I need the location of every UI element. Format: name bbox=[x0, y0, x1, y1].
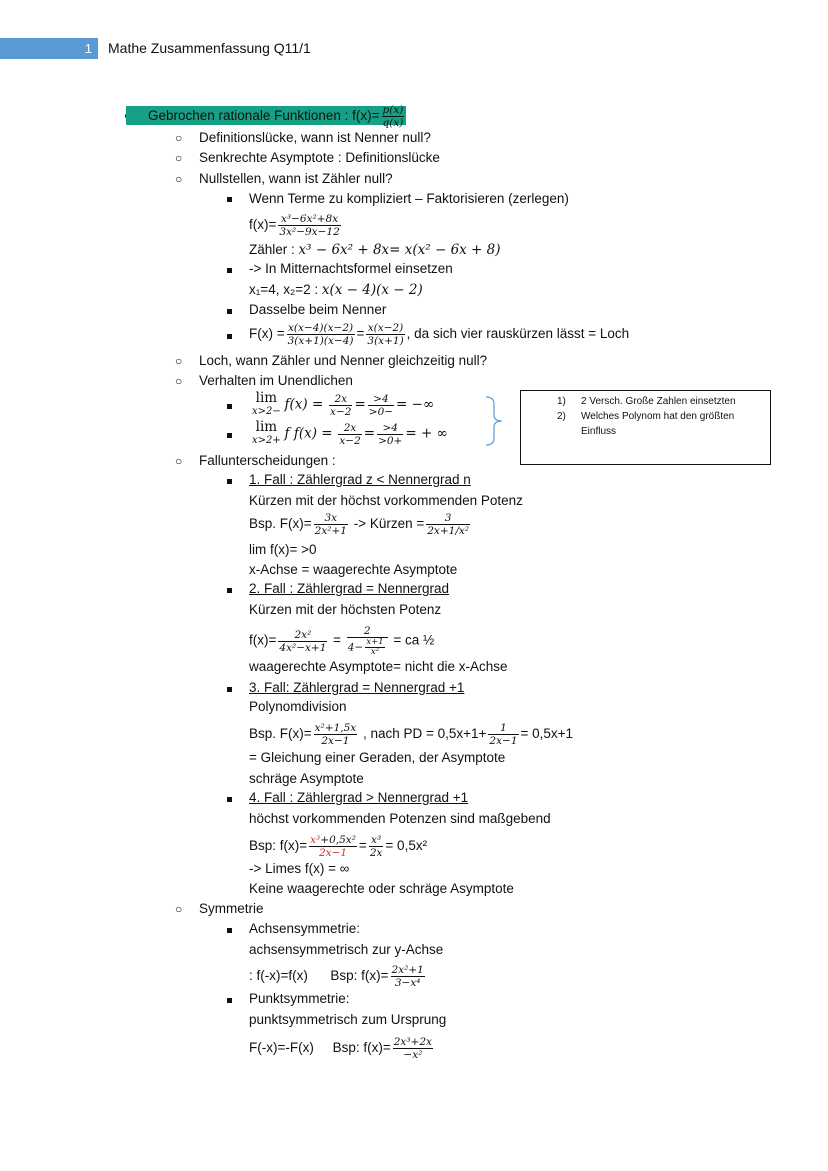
note-item-number: 1) bbox=[557, 396, 566, 407]
circle-bullet-icon: ○ bbox=[175, 902, 183, 916]
square-bullet-icon bbox=[227, 998, 232, 1003]
fall1-kuerzen: Kürzen mit der höchst vorkommenden Potenz bbox=[249, 493, 523, 508]
square-bullet-icon bbox=[227, 268, 232, 273]
circle-bullet-icon: ○ bbox=[175, 151, 183, 165]
note-box bbox=[520, 390, 771, 465]
note-item-text: Einfluss bbox=[581, 426, 617, 437]
item-nullstellen: Nullstellen, wann ist Zähler null? bbox=[199, 171, 393, 186]
item-definitionsluecke: Definitionslücke, wann ist Nenner null? bbox=[199, 130, 431, 145]
square-bullet-icon bbox=[227, 309, 232, 314]
fall2-kuerzen: Kürzen mit der höchsten Potenz bbox=[249, 602, 442, 617]
square-bullet-icon bbox=[227, 479, 232, 484]
square-bullet-icon bbox=[227, 588, 232, 593]
punkt-rule: F(-x)=-F(x) Bsp: f(x)= $\frac{\text{2x³+2x}}{\text{−x²}}$ bbox=[249, 1036, 432, 1061]
fall2-title: 2. Fall : Zählergrad = Nennergrad bbox=[249, 581, 449, 596]
item-loch: Loch, wann Zähler und Nenner gleichzeitig null? bbox=[199, 353, 488, 368]
note-item-number: 2) bbox=[557, 411, 566, 422]
circle-bullet-icon: ○ bbox=[175, 454, 183, 468]
square-bullet-icon bbox=[227, 928, 232, 933]
limit-right: lim x>2+ f f(x) = $\frac{2x}{x-2}$ = $\frac{>4}{>0+}$ = + ∞ bbox=[252, 419, 448, 447]
circle-bullet-icon: ○ bbox=[175, 354, 183, 368]
square-bullet-icon bbox=[227, 797, 232, 802]
item-fallunterscheidungen: Fallunterscheidungen : bbox=[199, 453, 336, 468]
fall4-title: 4. Fall : Zählergrad > Nennergrad +1 bbox=[249, 790, 469, 805]
main-topic-fraction: $\frac{p(x)}{q(x)}$ bbox=[382, 104, 404, 129]
fall3-schraeg: schräge Asymptote bbox=[249, 771, 364, 786]
x-values-line: x₁=4, x₂=2 : x(x − 4)(x − 2) bbox=[249, 282, 423, 298]
document-title: Mathe Zusammenfassung Q11/1 bbox=[108, 40, 311, 56]
item-mitternachtsformel: -> In Mitternachtsformel einsetzen bbox=[249, 261, 453, 276]
punkt-title: Punktsymmetrie: bbox=[249, 991, 350, 1006]
fall3-title: 3. Fall: Zählergrad = Nennergrad +1 bbox=[249, 680, 465, 695]
circle-bullet-icon: ○ bbox=[175, 172, 183, 186]
note-item-text: Welches Polynom hat den größten bbox=[581, 411, 735, 422]
fall3-gleichung: = Gleichung einer Geraden, der Asymptote bbox=[249, 750, 506, 765]
square-bullet-icon bbox=[227, 334, 232, 339]
square-bullet-icon bbox=[227, 197, 232, 202]
item-dasselbe: Dasselbe beim Nenner bbox=[249, 302, 387, 317]
note-item-text: 2 Versch. Große Zahlen einsetzten bbox=[581, 396, 736, 407]
fall1-example: Bsp. F(x)= $\frac{3x}{\text{2x²+1}}$ -> Kürzen = $\frac{3}{\text{2x+1/x²}}$ bbox=[249, 512, 469, 537]
limit-left: lim x>2− f(x) = $\frac{2x}{x-2}$ = $\frac{>4}{>0-}$ = −∞ bbox=[252, 390, 435, 418]
punkt-desc: punktsymmetrisch zum Ursprung bbox=[249, 1012, 447, 1027]
fall4-example: Bsp: f(x)= $\frac{\text{x³+0,5x²}}{2x-1}$ = $\frac{\text{x³}}{2x}$ = 0,5x² bbox=[249, 834, 428, 859]
square-bullet-icon bbox=[227, 404, 232, 409]
item-senkrechte-asymptote: Senkrechte Asymptote : Definitionslücke bbox=[199, 150, 440, 165]
fall4-hoechst: höchst vorkommenden Potenzen sind maßgebend bbox=[249, 811, 551, 826]
achsen-title: Achsensymmetrie: bbox=[249, 921, 361, 936]
main-topic bbox=[126, 104, 406, 129]
fall2-asymptote: waagerechte Asymptote= nicht die x-Achse bbox=[249, 659, 508, 674]
curly-brace-icon bbox=[484, 396, 508, 446]
fall1-limit: lim f(x)= >0 bbox=[249, 542, 317, 557]
item-wenn-terme: Wenn Terme zu kompliziert – Faktorisieren (zerlegen) bbox=[249, 191, 569, 206]
fall4-limes: -> Limes f(x) = ∞ bbox=[249, 861, 350, 876]
fall1-asymptote: x-Achse = waagerechte Asymptote bbox=[249, 562, 458, 577]
achsen-rule: : f(-x)=f(x) Bsp: f(x)= $\frac{\text{2x²+1}}{\text{3−x⁴}}$ bbox=[249, 964, 424, 989]
square-bullet-icon bbox=[227, 433, 232, 438]
fx-definition: f(x)= $\frac{\text{x³−6x²+8x}}{\text{3x²−9x−12}}$ bbox=[249, 213, 340, 238]
Fx-loch-line: F(x) = $\frac{x(x-4)(x-2)}{3(x+1)(x-4)}$ = $\frac{x(x-2)}{3(x+1)}$ , da sich vier rauskürzen lässt = Loch bbox=[249, 322, 630, 347]
fall3-polynomdivision: Polynomdivision bbox=[249, 699, 347, 714]
fall3-example: Bsp. F(x)= $\frac{\text{x²+1,5x}}{2x-1}$ , nach PD = 0,5x+1+ $\frac{1}{2x-1}$ = 0,5x+1 bbox=[249, 722, 574, 747]
circle-bullet-icon: ○ bbox=[175, 374, 183, 388]
square-bullet-icon bbox=[227, 687, 232, 692]
fall1-title: 1. Fall : Zählergrad z < Nennergrad n bbox=[249, 472, 471, 487]
achsen-desc: achsensymmetrisch zur y-Achse bbox=[249, 942, 444, 957]
item-verhalten: Verhalten im Unendlichen bbox=[199, 373, 353, 388]
item-symmetrie: Symmetrie bbox=[199, 901, 264, 916]
fall2-example: f(x)= $\frac{\text{2x²}}{\text{4x²−x+1}}$ = 2 4− $\frac{x+1}{\text{x²}}$ = ca ½ bbox=[249, 625, 435, 657]
circle-bullet-icon: ○ bbox=[175, 131, 183, 145]
fall4-keine: Keine waagerechte oder schräge Asymptote bbox=[249, 881, 514, 896]
page-number: 1 bbox=[0, 38, 98, 59]
main-topic-label: Gebrochen rationale Funktionen : f(x)= bbox=[148, 108, 380, 124]
zaehler-line: Zähler : x³ − 6x² + 8x= x(x² − 6x + 8) bbox=[249, 242, 501, 258]
